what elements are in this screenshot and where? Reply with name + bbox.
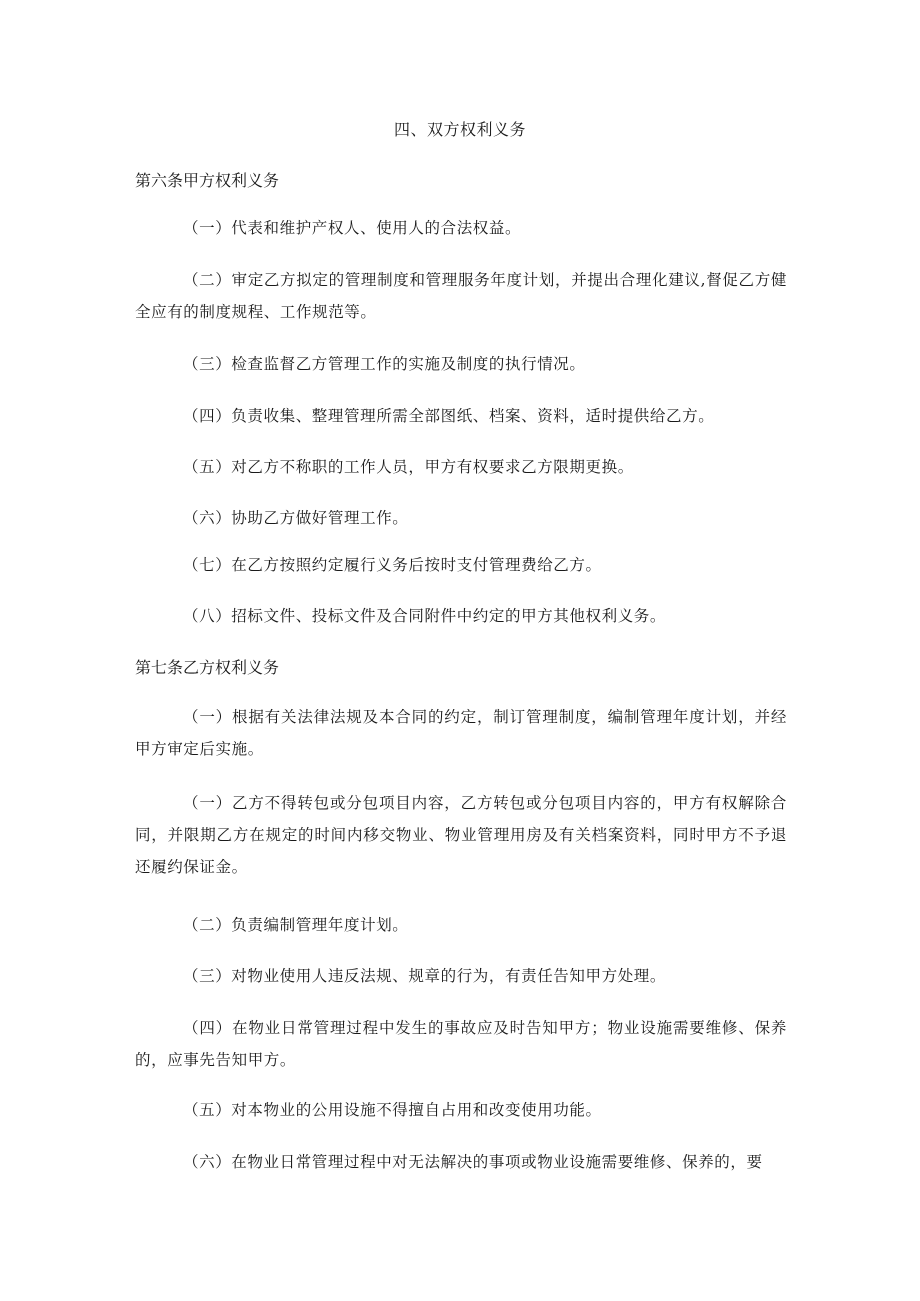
- article-6-item: （三）检查监督乙方管理工作的实施及制度的执行情况。: [183, 355, 586, 373]
- section-title: 四、双方权利义务: [393, 120, 526, 139]
- article-7-item: （二）负责编制管理年度计划。: [183, 916, 409, 934]
- article-7-item: （六）在物业日常管理过程中对无法解决的事项或物业设施需要维修、保养的，要: [183, 1153, 763, 1171]
- article-6-item: （四）负责收集、整理管理所需全部图纸、档案、资料，适时提供给乙方。: [183, 407, 715, 425]
- article-6-item: （六）协助乙方做好管理工作。: [183, 509, 409, 527]
- article-6-item: （八）招标文件、投标文件及合同附件中约定的甲方其他权利义务。: [183, 607, 667, 625]
- article-7-item: （一）乙方不得转包或分包项目内容，乙方转包或分包项目内容的，甲方有权解除合同，并限期乙方在规定的时间内移交物业、物业管理用房及有关档案资料，同时甲方不予退还履约保证金。: [135, 794, 787, 876]
- article-6-item: （七）在乙方按照约定履行义务后按时支付管理费给乙方。: [183, 556, 602, 574]
- article-7-item: （五）对本物业的公用设施不得擅自占用和改变使用功能。: [183, 1101, 602, 1119]
- article-6-item: （一）代表和维护产权人、使用人的合法权益。: [183, 219, 522, 237]
- article-6-item: （二）审定乙方拟定的管理制度和管理服务年度计划，并提出合理化建议,督促乙方健全应有的制度规程、工作规范等。: [135, 271, 787, 321]
- article-6-heading: 第六条甲方权利义务: [135, 171, 280, 190]
- article-7-heading: 第七条乙方权利义务: [135, 658, 280, 677]
- article-6-item: （五）对乙方不称职的工作人员，甲方有权要求乙方限期更换。: [183, 458, 634, 476]
- article-7-item: （三）对物业使用人违反法规、规章的行为，有责任告知甲方处理。: [183, 967, 667, 985]
- article-7-item: （四）在物业日常管理过程中发生的事故应及时告知甲方；物业设施需要维修、保养的，应事先告知甲方。: [135, 1019, 787, 1069]
- article-7-item: （一）根据有关法律法规及本合同的约定，制订管理制度，编制管理年度计划，并经甲方审定后实施。: [135, 708, 787, 758]
